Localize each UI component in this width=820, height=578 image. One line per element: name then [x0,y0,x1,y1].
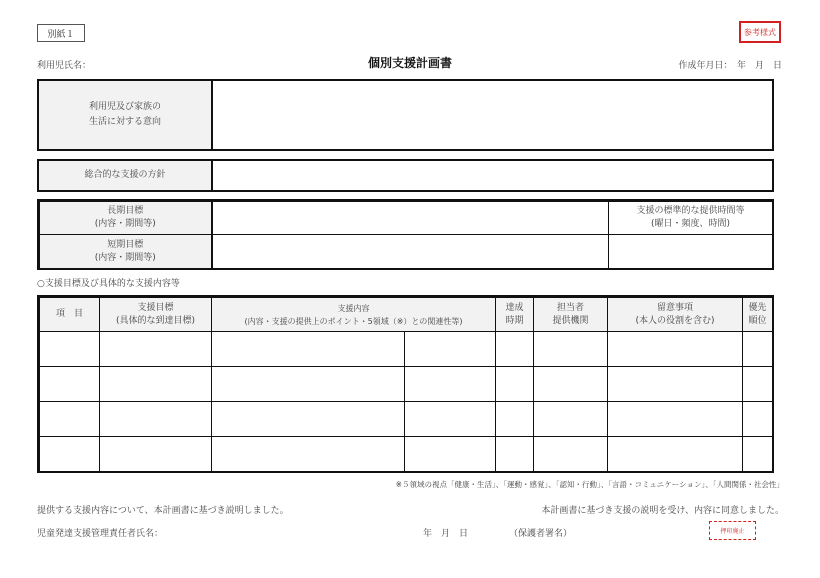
cell-goal[interactable] [100,437,212,472]
policy-section [37,159,774,192]
cell-content-b[interactable] [405,402,496,437]
short-term-line1: 短期目標 [107,239,144,250]
header-notes-line1: 留意事項 [657,302,694,313]
header-goal [100,298,212,332]
explained-statement: 提供する支援内容について、本計画書に基づき説明しました。 [37,506,289,516]
support-table [37,295,774,473]
cell-goal[interactable] [100,402,212,437]
intent-section [37,79,774,151]
intent-label-line1: 利用児及び家族の [88,102,161,112]
cell-period[interactable] [496,402,534,437]
reference-form-badge: 参考様式 [739,21,781,43]
header-content-line1: 支援内容 [337,303,370,313]
header-staff-line1: 担当者 [557,302,585,313]
header-priority-line1: 優先 [748,302,767,313]
cell-period[interactable] [496,332,534,367]
guardian-signature-label: （保護者署名） [509,529,573,539]
created-date-label: 作成年月日： 年 月 日 [678,61,782,71]
manager-name-label: 児童発達支援管理責任者氏名： [37,529,164,539]
header-staff [534,298,608,332]
cell-priority[interactable] [743,402,773,437]
cell-notes[interactable] [608,332,743,367]
long-term-line1: 長期目標 [107,206,144,216]
header-priority-line2: 順位 [748,315,767,326]
standard-time-line2: (曜日・頻度、時間) [650,219,731,229]
signature-date: 年 月 日 [423,529,469,539]
table-row [40,437,773,472]
header-period [496,298,534,332]
short-term-line2: (内容・期間等) [94,252,156,263]
five-domains-footnote: ※５領域の視点「健康・生活」、「運動・感覚」、「認知・行動」、「言語・コミュニケーション」、「人間関係・社会性」 [395,480,784,489]
long-term-line2: (内容・期間等) [94,219,156,229]
cell-period[interactable] [496,367,534,402]
cell-item[interactable] [40,367,100,402]
goals-section [37,199,774,270]
page-title: 個別支援計画書 [367,56,452,70]
cell-item[interactable] [40,437,100,472]
header-goal-line1: 支援目標 [137,302,174,313]
cell-notes[interactable] [608,437,743,472]
cell-notes[interactable] [608,367,743,402]
cell-priority[interactable] [743,437,773,472]
short-term-goal-label [40,235,212,269]
policy-label-text: 総合的な支援の方針 [84,170,166,180]
intent-label [39,81,213,149]
cell-goal[interactable] [100,332,212,367]
header-priority [743,298,773,332]
long-term-goal-input[interactable] [212,202,609,235]
short-term-goal-input[interactable] [212,235,609,269]
cell-content-a[interactable] [212,437,405,472]
cell-goal[interactable] [100,367,212,402]
header-notes [608,298,743,332]
cell-period[interactable] [496,437,534,472]
policy-input-area[interactable] [213,161,772,190]
header-item [40,298,100,332]
cell-notes[interactable] [608,402,743,437]
intent-input-area[interactable] [213,81,772,149]
standard-time-line1: 支援の標準的な提供時間等 [636,206,745,216]
header-staff-line2: 提供機関 [552,315,589,326]
cell-staff[interactable] [534,367,608,402]
header-content [212,298,496,332]
cell-content-a[interactable] [212,367,405,402]
support-table-caption: ○支援目標及び具体的な支援内容等 [37,279,180,289]
header-goal-line2: (具体的な到達目標) [115,315,196,326]
attachment-label: 別紙１ [37,24,85,42]
policy-label [39,161,213,190]
child-name-label: 利用児氏名： [37,61,92,71]
cell-priority[interactable] [743,367,773,402]
cell-priority[interactable] [743,332,773,367]
header-content-line2: (内容・支援の提供上のポイント・5領域（※）との関連性等) [244,316,463,326]
standard-time-label [609,202,773,235]
intent-label-line2: 生活に対する意向 [88,117,161,127]
cell-staff[interactable] [534,332,608,367]
cell-staff[interactable] [534,402,608,437]
standard-time-input[interactable] [609,235,773,269]
table-row [40,402,773,437]
cell-content-a[interactable] [212,332,405,367]
cell-item[interactable] [40,332,100,367]
cell-content-b[interactable] [405,332,496,367]
header-notes-line2: (本人の役割を含む) [635,315,715,326]
header-period-line1: 達成 [505,302,524,313]
header-item-text: 項 目 [55,309,83,319]
cell-content-b[interactable] [405,367,496,402]
header-period-line2: 時期 [505,315,524,326]
table-row [40,332,773,367]
seal-abolished-stamp: 押印廃止 [709,521,756,540]
cell-item[interactable] [40,402,100,437]
cell-content-b[interactable] [405,437,496,472]
cell-staff[interactable] [534,437,608,472]
cell-content-a[interactable] [212,402,405,437]
table-row [40,367,773,402]
agreed-statement: 本計画書に基づき支援の説明を受け、内容に同意しました。 [541,506,784,516]
long-term-goal-label [40,202,212,235]
